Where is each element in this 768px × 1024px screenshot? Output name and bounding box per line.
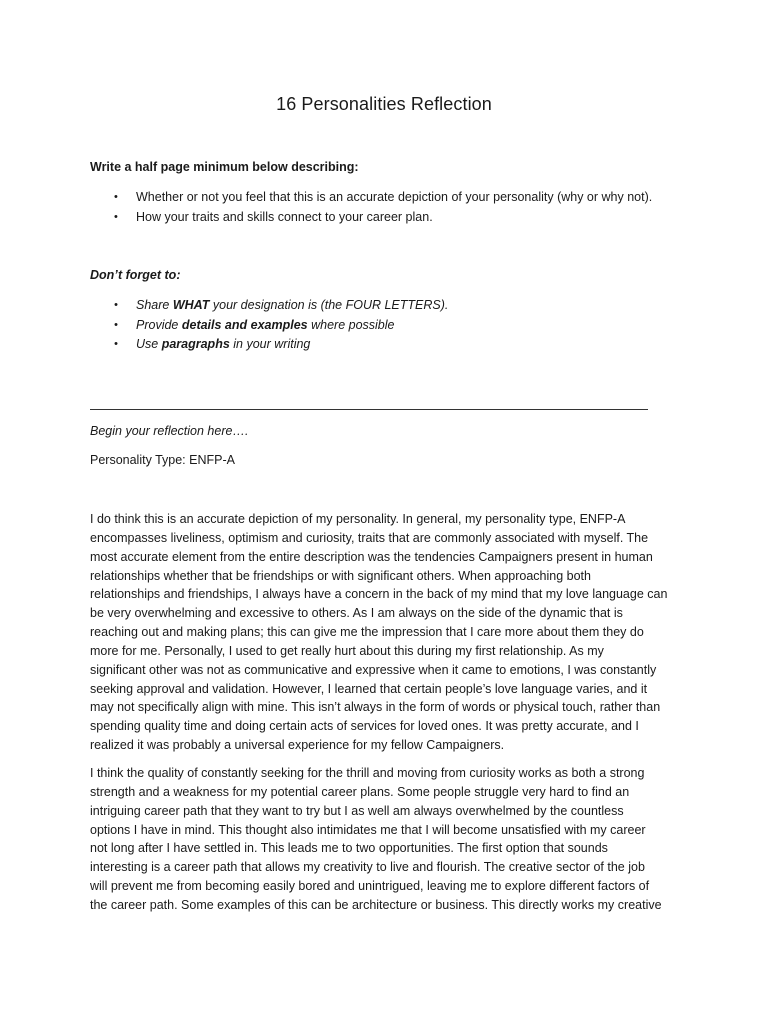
page-title: 16 Personalities Reflection bbox=[276, 94, 492, 114]
text-line: interesting is a career path that allows my creativity to live and flourish. The creative sector of the job bbox=[90, 860, 645, 875]
text-line: will prevent me from becoming easily bored and unintrigued, leaving me to explore different factors of bbox=[90, 879, 650, 894]
reminder-item-post: where possible bbox=[307, 317, 395, 332]
reminder-item-post: in your writing bbox=[229, 337, 311, 351]
reminder-item-post: your designation is (the FOUR LETTERS). bbox=[209, 298, 449, 312]
bullet-icon: • bbox=[114, 210, 118, 223]
text-line: realized it was probably a universal experience for my fellow Campaigners. bbox=[90, 738, 505, 753]
text-line: reaching out and making plans; this can give me the impression that I care more about them they do bbox=[90, 625, 644, 640]
reminder-item-bold: details and examples bbox=[181, 317, 308, 332]
reminder-item-pre: Share bbox=[136, 298, 173, 312]
text-line: relationships and friendships, I always have a concern in the back of my mind that my love language can bbox=[90, 587, 668, 602]
text-line: may not specifically align with mine. This isn’t always in the form of words or physical touch, rather than bbox=[90, 700, 661, 715]
text-line: I think the quality of constantly seeking for the thrill and moving from curiosity works as both a strong bbox=[90, 766, 645, 780]
text-line: encompasses liveliness, optimism and curiosity, traits that are commonly associated with myself. The bbox=[90, 530, 649, 545]
list-item bbox=[90, 296, 710, 316]
reminder-item-pre: Use bbox=[136, 337, 162, 351]
text-line: options I have in mind. This thought also intimidates me that I will become unsatisfied with my career bbox=[90, 822, 646, 837]
text-line: significant other was not as communicative and expressive when it came to emotions, I was constantly bbox=[90, 662, 657, 677]
prompt-item-text: Whether or not you feel that this is an accurate depiction of your personality (why or why not). bbox=[136, 190, 653, 204]
bullet-icon: • bbox=[114, 191, 118, 203]
text-line: seeking approval and validation. However, I learned that certain people’s love language varies, and it bbox=[90, 681, 648, 696]
reflection-paragraph-2 bbox=[90, 764, 682, 915]
text-line: strength and a weakness for my potential career plans. Some people struggle very hard to find an bbox=[90, 784, 630, 799]
begin-prompt: Begin your reflection here…. bbox=[90, 424, 249, 438]
bullet-icon: • bbox=[114, 318, 118, 331]
reminder-item-pre: Provide bbox=[136, 317, 182, 332]
text-line: relationships whether that be friendships or with significant others. When approaching both bbox=[90, 568, 591, 583]
personality-type: Personality Type: ENFP-A bbox=[90, 453, 235, 467]
list-item bbox=[90, 316, 710, 336]
text-line: most accurate element from the entire description was the tendencies Campaigners present in human bbox=[90, 549, 653, 564]
text-line: the career path. Some examples of this can be architecture or business. This directly works my creative bbox=[90, 897, 662, 912]
bullet-icon: • bbox=[114, 299, 118, 311]
list-item bbox=[90, 188, 710, 208]
text-line: be very overwhelming and excessive to others. As I am always on the side of the dynamic that is bbox=[90, 606, 623, 621]
prompt-heading: Write a half page minimum below describing: bbox=[90, 160, 359, 174]
text-line: more for me. Personally, I used to get really hurt about this during my first relationship. As my bbox=[90, 643, 604, 658]
reminder-item-bold: paragraphs bbox=[161, 337, 230, 351]
prompt-item-text: How your traits and skills connect to your career plan. bbox=[136, 209, 433, 224]
reminder-heading: Don’t forget to: bbox=[90, 268, 181, 282]
reminder-list bbox=[90, 296, 710, 355]
text-line: spending quality time and doing certain acts of services for loved ones. It was pretty accurate, and I bbox=[90, 719, 639, 734]
text-line: I do think this is an accurate depiction of my personality. In general, my personality type, ENFP-A bbox=[90, 512, 626, 526]
list-item bbox=[90, 208, 710, 228]
prompt-list bbox=[90, 188, 710, 227]
reflection-paragraph-1 bbox=[90, 510, 682, 755]
text-line: not long after I have settled in. This leads me to two opportunities. The first option that sounds bbox=[90, 841, 608, 856]
list-item bbox=[90, 335, 710, 355]
divider-line bbox=[90, 409, 648, 410]
bullet-icon: • bbox=[114, 338, 118, 350]
text-line: intriguing career path that they want to try but I as well am always overwhelmed by the countless bbox=[90, 803, 624, 818]
reminder-item-bold: WHAT bbox=[172, 298, 210, 312]
